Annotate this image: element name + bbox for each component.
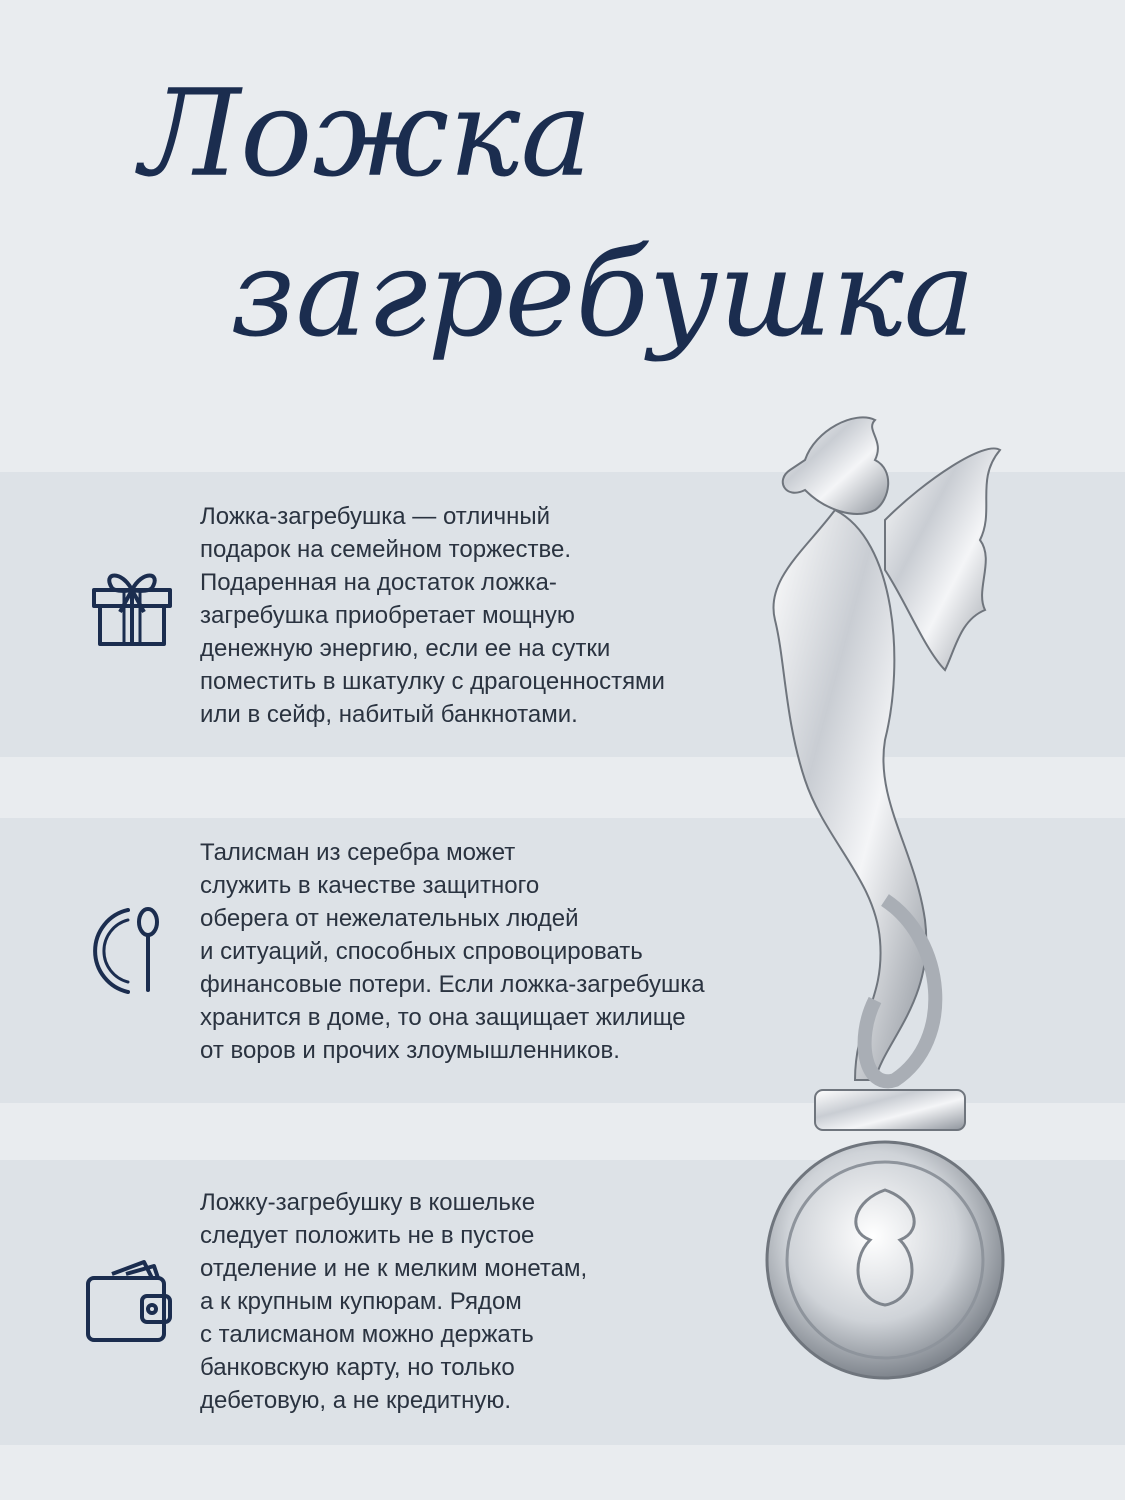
plate-spoon-icon bbox=[82, 900, 182, 1000]
gift-box-icon bbox=[82, 560, 182, 660]
text-line: отделение и не к мелким монетам, bbox=[200, 1255, 588, 1282]
text-line: денежную энергию, если ее на сутки bbox=[200, 635, 611, 662]
text-line: Ложку-загребушку в кошельке bbox=[200, 1189, 536, 1216]
text-line: дебетовую, а не кредитную. bbox=[200, 1387, 512, 1414]
page-title bbox=[0, 60, 1125, 400]
text-block-wallet bbox=[200, 1186, 760, 1417]
text-block-talisman bbox=[200, 836, 760, 1067]
text-line: Ложка-загребушка — отличный bbox=[200, 503, 551, 530]
text-line: подарок на семейном торжестве. bbox=[200, 536, 571, 563]
text-line: оберега от нежелательных людей bbox=[200, 905, 579, 932]
text-line: Подаренная на достаток ложка- bbox=[200, 569, 557, 596]
dragon-spoon-image bbox=[745, 400, 1005, 1460]
text-line: с талисманом можно держать bbox=[200, 1321, 534, 1348]
text-line: загребушка приобретает мощную bbox=[200, 602, 575, 629]
wallet-icon bbox=[82, 1252, 182, 1352]
text-line: а к крупным купюрам. Рядом bbox=[200, 1288, 522, 1315]
text-line: от воров и прочих злоумышленников. bbox=[200, 1037, 620, 1064]
text-line: или в сейф, набитый банкнотами. bbox=[200, 701, 578, 728]
title-line-2: загребушка bbox=[230, 225, 976, 364]
text-line: поместить в шкатулку с драгоценностями bbox=[200, 668, 665, 695]
text-line: и ситуаций, способных спровоцировать bbox=[200, 938, 643, 965]
text-line: банковскую карту, но только bbox=[200, 1354, 515, 1381]
text-line: служить в качестве защитного bbox=[200, 872, 540, 899]
text-line: хранится в доме, то она защищает жилище bbox=[200, 1004, 686, 1031]
text-line: Талисман из серебра может bbox=[200, 839, 516, 866]
text-line: финансовые потери. Если ложка-загребушка bbox=[200, 971, 705, 998]
text-line: следует положить не в пустое bbox=[200, 1222, 535, 1249]
text-block-gift bbox=[200, 500, 760, 731]
title-line-1: Ложка bbox=[140, 65, 592, 204]
